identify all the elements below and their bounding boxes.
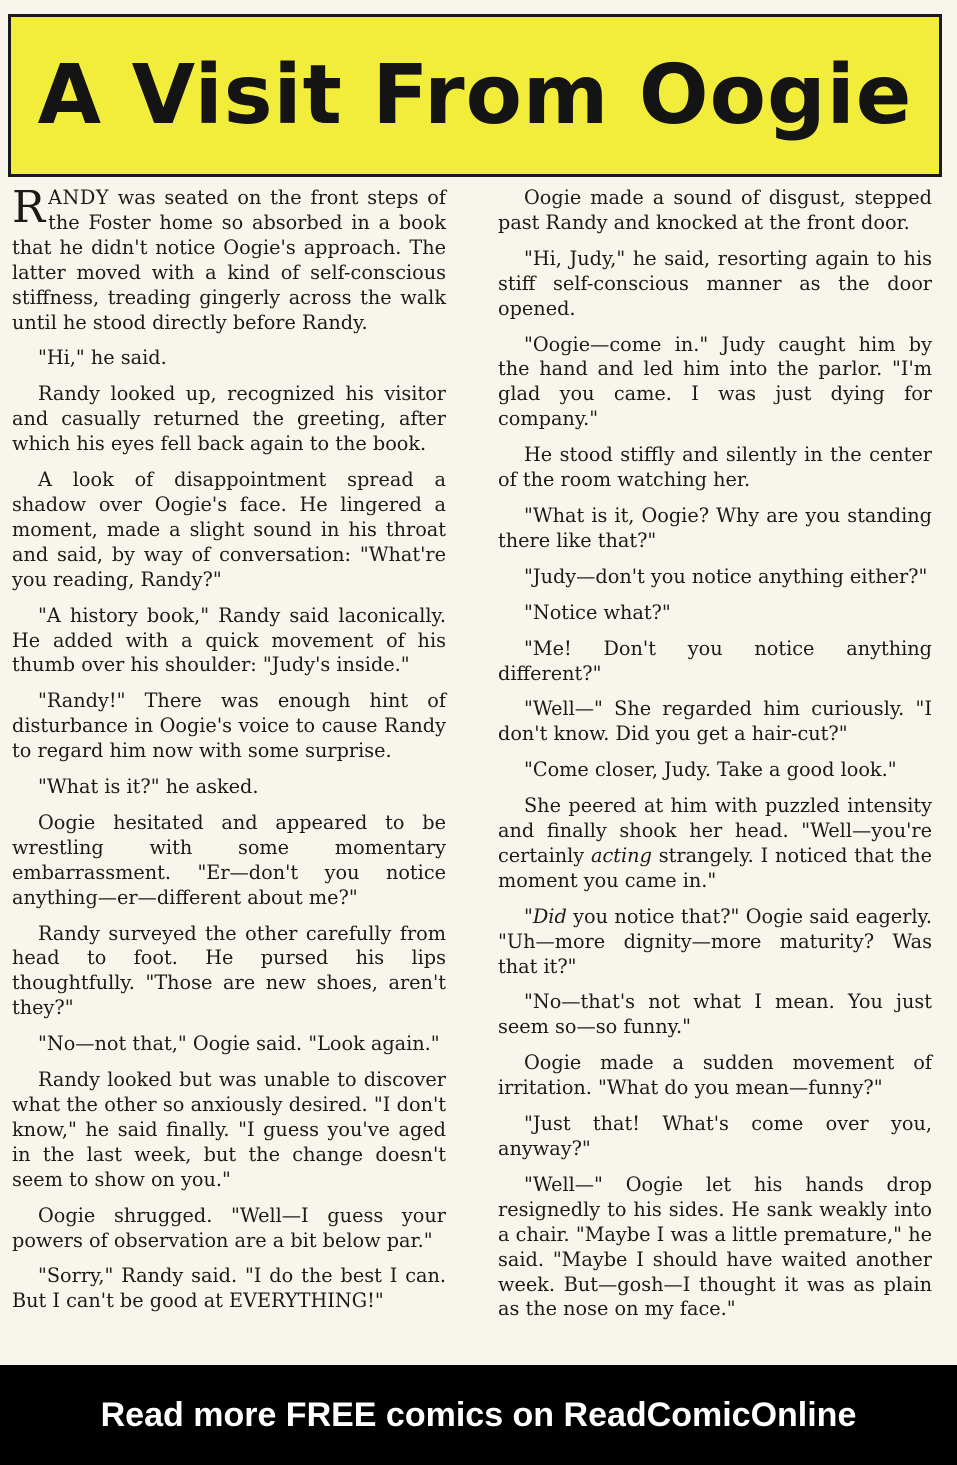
paragraph: Oogie made a sound of disgust, stepped past Randy and knocked at the front door.: [498, 186, 932, 234]
paragraph: "Well—" She regarded him curiously. "I don't know. Did you get a hair-cut?": [498, 697, 932, 746]
paragraph: [498, 794, 932, 894]
drop-cap: R: [12, 182, 46, 233]
paragraph: Randy looked but was unable to discover what the other so anxiously desired. "I don't know," he said finally. "I guess you've aged in the last week, but the change doesn't seem to show on you.": [12, 1068, 446, 1191]
paragraph-text: was seated on the front steps of the Foster home so absorbed in a book that he didn't notice Oogie's approach. The latter moved with a kind of self-conscious stiffness, treading gingerly across the walk until he stood directly before Randy.: [12, 186, 446, 334]
paragraph: "Sorry," Randy said. "I do the best I can. But I can't be good at EVERYTHING!": [12, 1264, 446, 1313]
paragraph: "Notice what?": [524, 600, 671, 624]
emphasis-text: acting: [591, 843, 652, 867]
emphasis-text: "Did: [524, 904, 567, 928]
paragraph: "What is it?" he asked.: [38, 775, 259, 799]
paragraph: "Oogie—come in." Judy caught him by the hand and led him into the parlor. "I'm glad you came. I was just dying for company.": [498, 332, 932, 431]
paragraph: A look of disappointment spread a shadow over Oogie's face. He lingered a moment, made a slight sound in his throat and said, by way of conversation: "What're you reading, Randy?": [12, 468, 446, 591]
paragraph: [498, 905, 932, 980]
paragraph: "What is it, Oogie? Why are you standing there like that?": [498, 503, 932, 552]
footer-banner[interactable]: [0, 1365, 957, 1465]
paragraph: "Hi," he said.: [38, 346, 167, 370]
paragraph: "Just that! What's come over you, anyway?": [498, 1112, 932, 1160]
paragraph: "A history book," Randy said laconically. He added with a quick movement of his thumb over his shoulder: "Judy's inside.": [12, 603, 446, 677]
paragraph: Randy surveyed the other carefully from head to foot. He pursed his lips thoughtfully. "Those are new shoes, aren't they?": [12, 921, 446, 1020]
paragraph: "Hi, Judy," he said, resorting again to his stiff self-conscious manner as the door opened.: [498, 246, 932, 320]
paragraph-text: strangely. I noticed that the moment you came in.": [498, 843, 932, 892]
paragraph: "Me! Don't you notice anything different?": [498, 636, 932, 685]
paragraph: "No—that's not what I mean. You just seem so—so funny.": [498, 990, 932, 1039]
paragraph: Randy looked up, recognized his visitor and casually returned the greeting, after which his eyes fell back again to the book.: [12, 382, 446, 456]
left-column: [12, 182, 446, 1325]
paragraph: Oogie made a sudden movement of irritation. "What do you mean—funny?": [498, 1051, 932, 1100]
paragraph: "Judy—don't you notice anything either?": [524, 564, 928, 588]
paragraph: "No—not that," Oogie said. "Look again.": [38, 1032, 440, 1056]
paragraph-text: you notice that?" Oogie said eagerly. "Uh—more dignity—more maturity? Was that it?": [498, 904, 932, 978]
paragraph: He stood stiffly and silently in the center of the room watching her.: [498, 443, 932, 492]
title-banner: [8, 14, 942, 177]
footer-link-text[interactable]: Read more FREE comics on ReadComicOnline: [100, 1395, 857, 1434]
paragraph: "Well—" Oogie let his hands drop resignedly to his sides. He sank weakly into a chair. "Maybe I was a little premature," he said. "Maybe I should have waited another week. But—gosh—I thought it was as plain as the nose on my face.": [498, 1172, 932, 1321]
paragraph: Oogie shrugged. "Well—I guess your powers of observation are a bit below par.": [12, 1203, 446, 1252]
right-column: [498, 186, 932, 1333]
lead-word: ANDY: [48, 186, 110, 209]
paragraph: [12, 182, 446, 335]
paragraph-text: She peered at him with puzzled intensity and finally shook her head. "Well—you're certainly: [498, 794, 932, 867]
paragraph: "Randy!" There was enough hint of disturbance in Oogie's voice to cause Randy to regard him now with some surprise.: [12, 689, 446, 763]
story-title: A Visit From Oogie: [37, 48, 913, 143]
paragraph: "Come closer, Judy. Take a good look.": [524, 758, 897, 782]
paragraph: Oogie hesitated and appeared to be wrestling with some momentary embarrassment. "Er—don't you notice anything—er—different about me?": [12, 810, 446, 909]
